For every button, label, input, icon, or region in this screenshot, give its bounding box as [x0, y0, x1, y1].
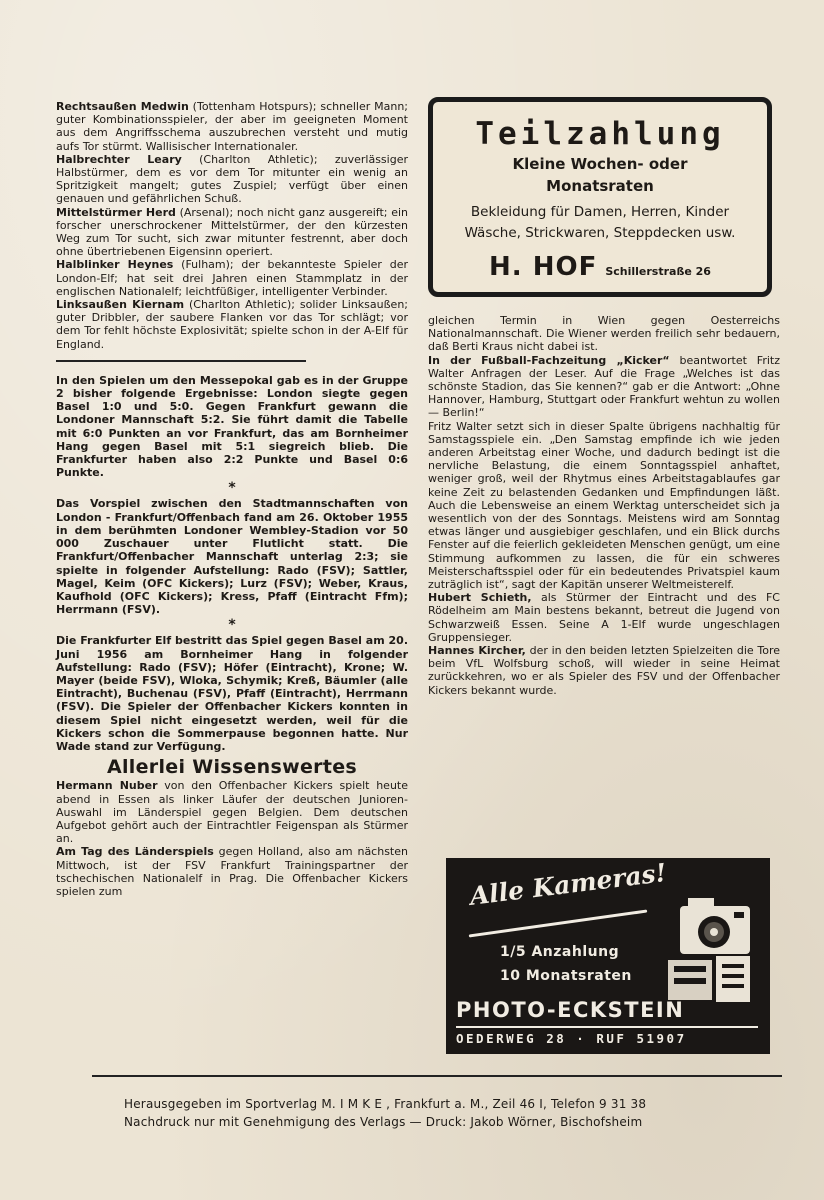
lead-name: Hubert Schieth,: [428, 591, 532, 605]
ad-divider: [456, 1026, 758, 1028]
paragraph-text: als Stürmer der Eintracht und des FC Rödelheim am Main bestens bekannt, betreut die Jugend von Schwarzweiß Essen. Seine A 1-Elf wurde ungeschlagen Gruppensieger.: [428, 591, 780, 644]
section-divider: [56, 360, 306, 362]
player-name: Mittelstürmer Herd: [56, 205, 176, 219]
ad-company-row: [433, 252, 767, 282]
walter-paragraph: Fritz Walter setzt sich in dieser Spalte übrigens nachhaltig für Samstagsspiele ein. „Den Samstag empfinde ich wie jeden anderen Arbeitstag einer Woche, und dadurch bedingt ist die nervliche Belastung, die einem Sonntagsspiel anhaftet, weniger groß, weil der Rhytmus eines Arbeitstagablaufes gar keine Zeit zu belastenden Gedanken und Empfindungen läßt. Auch die Lebensweise an einem Werktag unterscheidet sich ja wesentlich von der des Sonntags. Meistens wird am Sonntag etwas länger und ausgiebiger geschlafen, und ein Blick durchs Fenster auf die feierlich gekleideten Menschen genügt, um eine Stimmung aufkommen zu lassen, die für ein schweres Meisterschaftsspiel oder für ein bedeutendes Privatspiel kaum zuträglich ist“, sagt der Kapitän unserer Weltmeisterelf.: [428, 419, 780, 592]
basel-paragraph: Die Frankfurter Elf bestritt das Spiel gegen Basel am 20. Juni 1956 am Bornheimer Hang in folgender Aufstellung: Rado (FSV); Höfer (Eintracht), Krone; W. Mayer (beide FSV), Wloka, Schymik; Kreß, Bäumler (alle Eintracht), Buchenau (FSV), Pfaff (Eintracht), Herrmann (FSV). Die Spieler der Offenbacher Kickers konnten in diesem Spiel nicht eingesetzt werden, weil für die Kickers schon die Sommerpause begonnen hatte. Nur Wade stand zur Verfügung.: [56, 634, 408, 753]
vorspiel-paragraph: Das Vorspiel zwischen den Stadtmannschaften von London - Frankfurt/Offenbach fand am 26. Oktober 1955 in dem berühmten Londoner Wembley-Stadion vor 50 000 Zuschauer unter Flutlicht statt. Die Frankfurt/Offenbacher Mannschaft unterlag 2:3; sie spielte in folgender Aufstellung: Rado (FSV); Sattler, Magel, Keim (OFC Kickers); Lurz (FSV); Weber, Kraus, Kaufhold (OFC Kickers); Kress, Pfaff (Eintracht Ffm); Herrmann (FSV).: [56, 497, 408, 617]
lead-name: In der Fußball-Fachzeitung „Kicker“: [428, 353, 670, 367]
player-name: Rechtsaußen Medwin: [56, 100, 189, 113]
player-text: (Charlton Athletic); zuverlässiger Halbstürmer, dem es vor dem Tor mitunter ein wenig an Spritzigkeit mangelt; gutes Zuspiel; verfügt über einen genauen und gefährlichen Schuß.: [56, 152, 408, 206]
footer-divider: [92, 1075, 782, 1077]
player-name: Halblinker Heynes: [56, 258, 174, 272]
imprint-line: Nachdruck nur mit Genehmigung des Verlags — Druck: Jakob Wörner, Bischofsheim: [124, 1115, 643, 1129]
paragraph-text: beantwortet Fritz Walter Anfragen der Leser. Auf die Frage „Welches ist das schönste Stadion, das Sie kennen?“ gab er die Antwort: „Ohne Hannover, Hamburg, Stuttgart oder Frankfurt wehtun zu wollen — Berlin!“: [428, 353, 780, 420]
photo-eckstein-ad: [446, 858, 770, 1054]
wien-paragraph: gleichen Termin in Wien gegen Oesterreichs Nationalmannschaft. Die Wiener werden freilich sehr bedauern, daß Berti Kraus nicht dabei ist.: [428, 314, 780, 354]
holland-paragraph: [56, 845, 408, 898]
ad-subtitle: Monatsraten: [546, 177, 654, 195]
ad-line: Bekleidung für Damen, Herren, Kinder: [470, 204, 730, 220]
left-column: [56, 100, 408, 898]
paragraph-text: gegen Holland, also am nächsten Mittwoch, ist der FSV Frankfurt Trainingspartner der tschechischen Nationalelf in Prag. Die Offenbacher Kickers spielen zum: [56, 845, 408, 898]
player-text: (Arsenal); noch nicht ganz ausgereift; ein forscher unerschrockener Mittelstürmer, der den kürzesten Weg zum Tor sucht, sich zwar mitunter festrennt, aber doch ohne übertriebenen Eigensinn operiert.: [56, 205, 408, 259]
player-entry: [56, 206, 408, 259]
ad-address: Schillerstraße 26: [605, 265, 711, 278]
right-column: [428, 314, 780, 697]
ad-line: 10 Monatsraten: [500, 968, 632, 984]
ad-company: H. HOF: [489, 252, 598, 282]
ad-title: Teilzahlung: [475, 116, 725, 152]
section-heading: Allerlei Wissenswertes: [106, 756, 357, 779]
player-name: Halbrechter Leary: [56, 152, 182, 166]
player-entry: [56, 258, 408, 298]
camera-icon: [658, 888, 760, 1006]
schieth-paragraph: [428, 591, 780, 644]
imprint-footer: [124, 1095, 764, 1131]
lead-name: Hermann Nuber: [56, 779, 158, 793]
lead-name: Am Tag des Länderspiels: [56, 845, 214, 859]
paragraph-text: der in den beiden letzten Spielzeiten die Tore beim VfL Wolfsburg schoß, will wieder in seine Heimat zurückkehren, wo er als Spieler des FSV und der Offenbacher Kickers bekannt wurde.: [428, 644, 780, 697]
player-entry: [56, 153, 408, 206]
nuber-paragraph: [56, 779, 408, 845]
kicker-paragraph: [428, 354, 780, 420]
paragraph-text: von den Offenbacher Kickers spielt heute abend in Essen als linker Läufer der deutschen Junioren-Auswahl im Länderspiel gegen Belgien. Dem deutschen Aufgebot gehört auch der Eintrachtler Feigenspan als Stürmer an.: [56, 779, 409, 846]
lead-name: Hannes Kircher,: [428, 644, 526, 658]
ad-line: 1/5 Anzahlung: [500, 944, 620, 960]
news-block: [56, 374, 408, 753]
ad-company: PHOTO-ECKSTEIN: [456, 998, 685, 1022]
player-entry: [56, 100, 408, 153]
teilzahlung-ad: [428, 97, 772, 297]
ad-line: Wäsche, Strickwaren, Steppdecken usw.: [464, 225, 736, 241]
separator-star: *: [228, 480, 236, 497]
messepokal-paragraph: In den Spielen um den Messepokal gab es in der Gruppe 2 bisher folgende Ergebnisse: London siegte gegen Basel 1:0 und 5:0. Gegen Frankfurt gewann die Londoner Mannschaft 5:2. Sie führt damit die Tabelle mit 6:0 Punkten an vor Frankfurt, das am Bornheimer Hang gegen Basel mit 5:1 siegreich blieb. Die Frankfurter haben also 2:2 Punkte und Basel 0:6 Punkte.: [56, 373, 408, 480]
player-text: (Charlton Athletic); solider Linksaußen; guter Dribbler, der saubere Flanken vor das Tor schlägt; vor dem Tor fehlt höchste Explosivität; spielte schon in der A-Elf für England.: [56, 298, 408, 351]
ad-address: OEDERWEG 28 · RUF 51907: [456, 1031, 687, 1046]
imprint-line: Herausgegeben im Sportverlag M. I M K E , Frankfurt a. M., Zeil 46 I, Telefon 9 31 38: [124, 1097, 647, 1111]
player-entry: [56, 298, 408, 351]
player-text: (Fulham); der bekannteste Spieler der London-Elf; hat seit drei Jahren einen Stammplatz in der englischen Nationalelf; leichtfüßiger, intelligenter Verbinder.: [56, 258, 408, 298]
player-name: Linksaußen Kiernam: [56, 298, 185, 312]
ad-slogan: Alle Kameras!: [468, 858, 669, 911]
separator-star: *: [228, 617, 236, 634]
slogan-underline: [469, 909, 648, 937]
kircher-paragraph: [428, 644, 780, 697]
ad-subtitle: Kleine Wochen- oder: [512, 155, 688, 173]
player-text: (Tottenham Hotspurs); schneller Mann; guter Kombinationsspieler, der aber im geeigneten Moment aus dem Angriffsschema auszubrechen versteht und mutig aufs Tor stürmt. Wallisischer Internationaler.: [56, 100, 408, 153]
